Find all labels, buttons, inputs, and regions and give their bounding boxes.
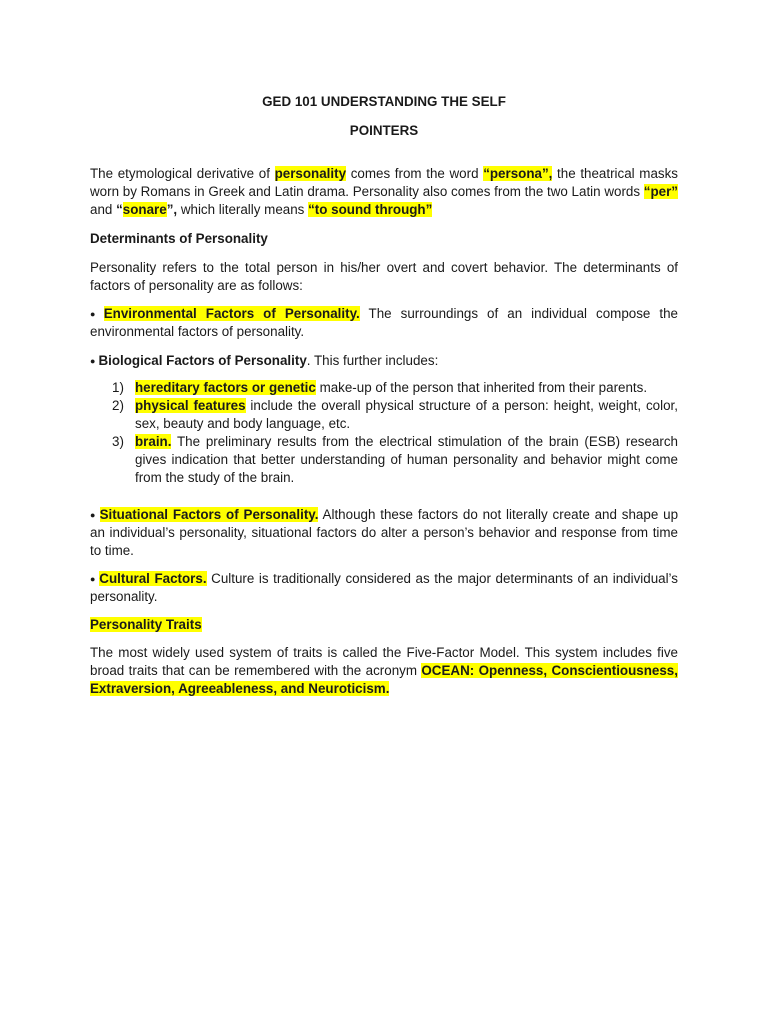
bullet-icon: ● (90, 309, 101, 319)
list-number: 3) (112, 434, 124, 449)
bullet-icon: ● (90, 574, 97, 584)
environmental-label: Environmental Factors of Personality. (103, 306, 360, 321)
intro-text-2: comes from the word (346, 166, 484, 181)
list-item-label: brain. (135, 434, 172, 449)
course-title: GED 101 UNDERSTANDING THE SELF (262, 94, 506, 109)
list-item-text: make-up of the person that inherited from their parents. (315, 380, 648, 395)
traits-heading-text: Personality Traits (90, 617, 202, 632)
highlight-to-sound-through: “to sound through” (308, 202, 433, 217)
determinants-heading: Determinants of Personality (90, 231, 268, 246)
bullet-icon: ● (90, 356, 96, 366)
highlight-personality: personality (274, 166, 347, 181)
situational-label: Situational Factors of Personality. (99, 507, 319, 522)
traits-paragraph (90, 644, 678, 698)
intro-text-5: which literally means (177, 202, 309, 217)
biological-factors-list (90, 379, 678, 487)
bullet-icon: ● (90, 510, 97, 520)
list-item (90, 379, 678, 397)
quote-open: “ (116, 202, 123, 217)
list-item (90, 433, 678, 487)
list-number: 1) (112, 380, 124, 395)
list-item-text: The preliminary results from the electrical stimulation of the brain (ESB) research gives indication that better understanding of human personality and behavior might come from the study of the brain. (135, 434, 678, 485)
biological-text: . This further includes: (306, 353, 439, 368)
cultural-text: Culture is traditionally considered as the major determinants of an individual’s personality. (90, 571, 678, 604)
ocean-highlight: OCEAN: Openness, Conscientiousness, Extraversion, Agreeableness, and Neuroticism. (90, 663, 678, 696)
biological-factors (90, 352, 678, 370)
list-item-text: include the overall physical structure of a person: height, weight, color, sex, beauty and body language, etc. (135, 398, 678, 431)
biological-label: Biological Factors of Personality (98, 353, 307, 368)
intro-text-4: and (90, 202, 117, 217)
environmental-factors (90, 305, 678, 341)
highlight-per: “per” (643, 184, 678, 199)
situational-factors (90, 506, 678, 560)
cultural-factors (90, 570, 678, 606)
environmental-text: The surroundings of an individual compose the environmental factors of personality. (90, 306, 678, 339)
highlight-sonare: sonare (122, 202, 167, 217)
list-item-label: physical features (135, 398, 246, 413)
intro-text-3: the theatrical masks worn by Romans in Greek and Latin drama. Personality also comes from the two Latin words (90, 166, 678, 199)
list-item (90, 397, 678, 433)
traits-heading (90, 616, 678, 634)
highlight-persona: “persona”, (483, 166, 553, 181)
cultural-label: Cultural Factors. (99, 571, 207, 586)
traits-text: The most widely used system of traits is called the Five-Factor Model. This system includes five broad traits that can be remembered with the acronym (90, 645, 678, 678)
intro-text-1: The etymological derivative of (90, 166, 275, 181)
quote-close: ”, (166, 202, 178, 217)
intro-paragraph (90, 165, 678, 219)
list-item-label: hereditary factors or genetic (135, 380, 316, 395)
list-number: 2) (112, 398, 124, 413)
situational-text: Although these factors do not literally create and shape up an individual’s personality, situational factors do alter a person’s behavior and response from time to time. (90, 507, 679, 558)
determinants-paragraph: Personality refers to the total person in his/her overt and covert behavior. The determinants of factors of personality are as follows: (90, 260, 678, 293)
document-subtitle: POINTERS (349, 123, 419, 138)
